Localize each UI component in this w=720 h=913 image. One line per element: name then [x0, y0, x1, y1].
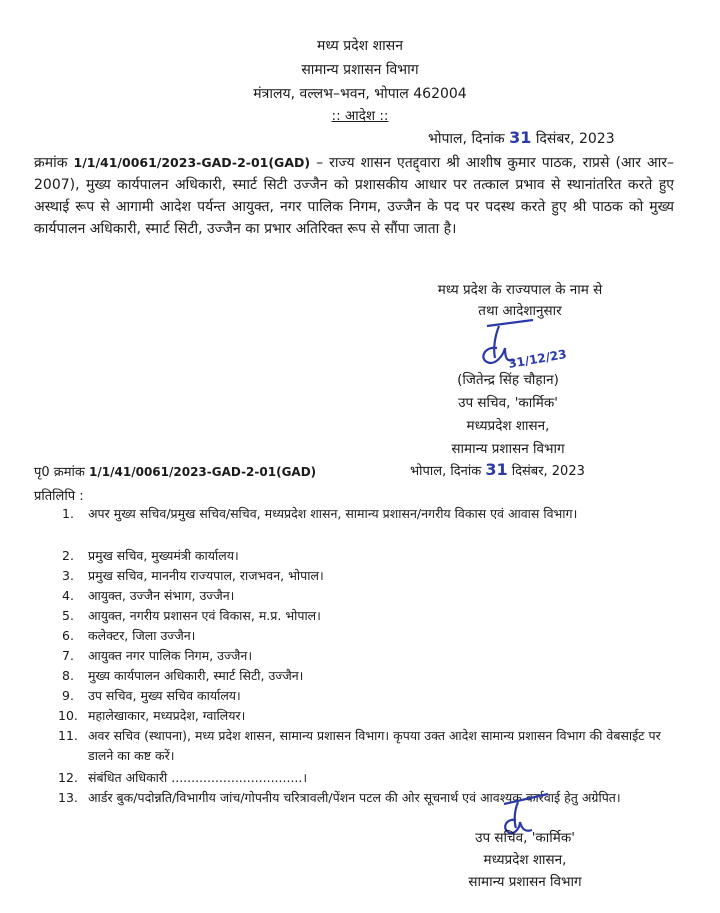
- copy-item: 12. संबंधित अधिकारी .................................।: [58, 770, 308, 785]
- copy-item: 11. अवर सचिव (स्थापना), मध्य प्रदेश शासन, सामान्य प्रशासन विभाग। कृपया उक्त आदेश सामान्य प्रशासन विभाग की वेबसाईट पर डालने का कष्ट करें।: [58, 728, 661, 763]
- copy-item: 4. आयुक्त, उज्जैन संभाग, उज्जैन।: [62, 588, 235, 603]
- authority-line-2: तथा आदेशानुसार: [478, 303, 562, 319]
- order-ref-label: क्रमांक: [34, 155, 68, 171]
- signatory2-office-1: मध्यप्रदेश शासन,: [483, 852, 567, 868]
- copy-item: 13. आर्डर बुक/पदोन्नति/विभागीय जांच/गोपनीय चरित्रावली/पेंशन पटल की ओर सूचनार्थ एवं आवश्यक कार्रवाई हेतु अग्रेपित।: [58, 790, 621, 805]
- copy-item: 3. प्रमुख सचिव, माननीय राज्यपाल, राजभवन, भोपाल।: [62, 568, 324, 583]
- order-text: – राज्य शासन एतद्द्वारा श्री आशीष कुमार पाठक, राप्रसे (आर आर–2007), मुख्य कार्यपालन अधिकारी, स्मार्ट सिटी उज्जैन को प्रशासकीय आधार पर तत्काल प्रभाव से स्थानांतरित करते हुए अस्थाई रूप से आगामी आदेश पर्यन्त आयुक्त, नगर पालिक निगम, उज्जैन के पद पर पदस्थ करते हुए श्री पाठक को मुख्य कार्यपालन अधिकारी, स्मार्ट सिटी, उज्जैन का प्रभार अतिरिक्त रूप से सौंपा जाता है।: [34, 155, 674, 237]
- copy-item: 6. कलेक्टर, जिला उज्जैन।: [62, 628, 196, 643]
- authority-line-1: मध्य प्रदेश के राज्यपाल के नाम से: [437, 282, 603, 298]
- signatory-name: (जितेन्द्र सिंह चौहान): [457, 372, 559, 388]
- copy-item: 1. अपर मुख्य सचिव/प्रमुख सचिव/सचिव, मध्यप्रदेश शासन, सामान्य प्रशासन/नगरीय विकास एवं आवास विभाग।: [62, 506, 578, 521]
- order-title: :: आदेश ::: [331, 108, 389, 124]
- endorsement-ref-number: 1/1/41/0061/2023-GAD-2-01(GAD): [89, 465, 317, 479]
- copy-item: 5. आयुक्त, नगरीय प्रशासन एवं विकास, म.प्र. भोपाल।: [62, 608, 321, 623]
- order-date: [428, 128, 615, 148]
- order-body: [34, 152, 674, 240]
- endorsement-date: [410, 460, 585, 479]
- signatory-designation: उप सचिव, 'कार्मिक': [458, 395, 558, 411]
- endorsement-ref: [34, 462, 316, 480]
- signatory-office-2: सामान्य प्रशासन विभाग: [451, 441, 565, 457]
- header-government: मध्य प्रदेश शासन: [317, 38, 403, 54]
- copy-item: 9. उप सचिव, मुख्य सचिव कार्यालय।: [62, 688, 241, 703]
- header-department: सामान्य प्रशासन विभाग: [301, 62, 419, 78]
- header-address: मंत्रालय, वल्लभ–भवन, भोपाल 462004: [253, 86, 467, 102]
- copy-item: 7. आयुक्त नगर पालिक निगम, उज्जैन।: [62, 648, 253, 663]
- copy-item: 10. महालेखाकार, मध्यप्रदेश, ग्वालियर।: [58, 708, 246, 723]
- endorsement-date-prefix: भोपाल, दिनांक: [410, 464, 482, 479]
- signature-handwritten-date: 31/12/23: [507, 346, 568, 372]
- copy-item: 2. प्रमुख सचिव, मुख्यमंत्री कार्यालय।: [62, 548, 239, 563]
- endorsement-date-suffix: दिसंबर, 2023: [511, 464, 585, 479]
- signatory2-designation: उप सचिव, 'कार्मिक': [475, 830, 575, 846]
- order-ref-number: 1/1/41/0061/2023-GAD-2-01(GAD): [73, 155, 311, 170]
- endorsement-date-day: 31: [485, 460, 508, 479]
- copy-to-label: प्रतिलिपि :: [34, 489, 84, 504]
- endorsement-ref-prefix: पृ0 क्रमांक: [34, 465, 85, 480]
- signatory2-office-2: सामान्य प्रशासन विभाग: [468, 874, 582, 890]
- date-prefix: भोपाल, दिनांक: [428, 131, 505, 147]
- date-suffix: दिसंबर, 2023: [535, 131, 615, 147]
- copy-item: 8. मुख्य कार्यपालन अधिकारी, स्मार्ट सिटी, उज्जैन।: [62, 668, 304, 683]
- signatory-office-1: मध्यप्रदेश शासन,: [466, 418, 550, 434]
- date-day-handwritten: 31: [509, 128, 532, 147]
